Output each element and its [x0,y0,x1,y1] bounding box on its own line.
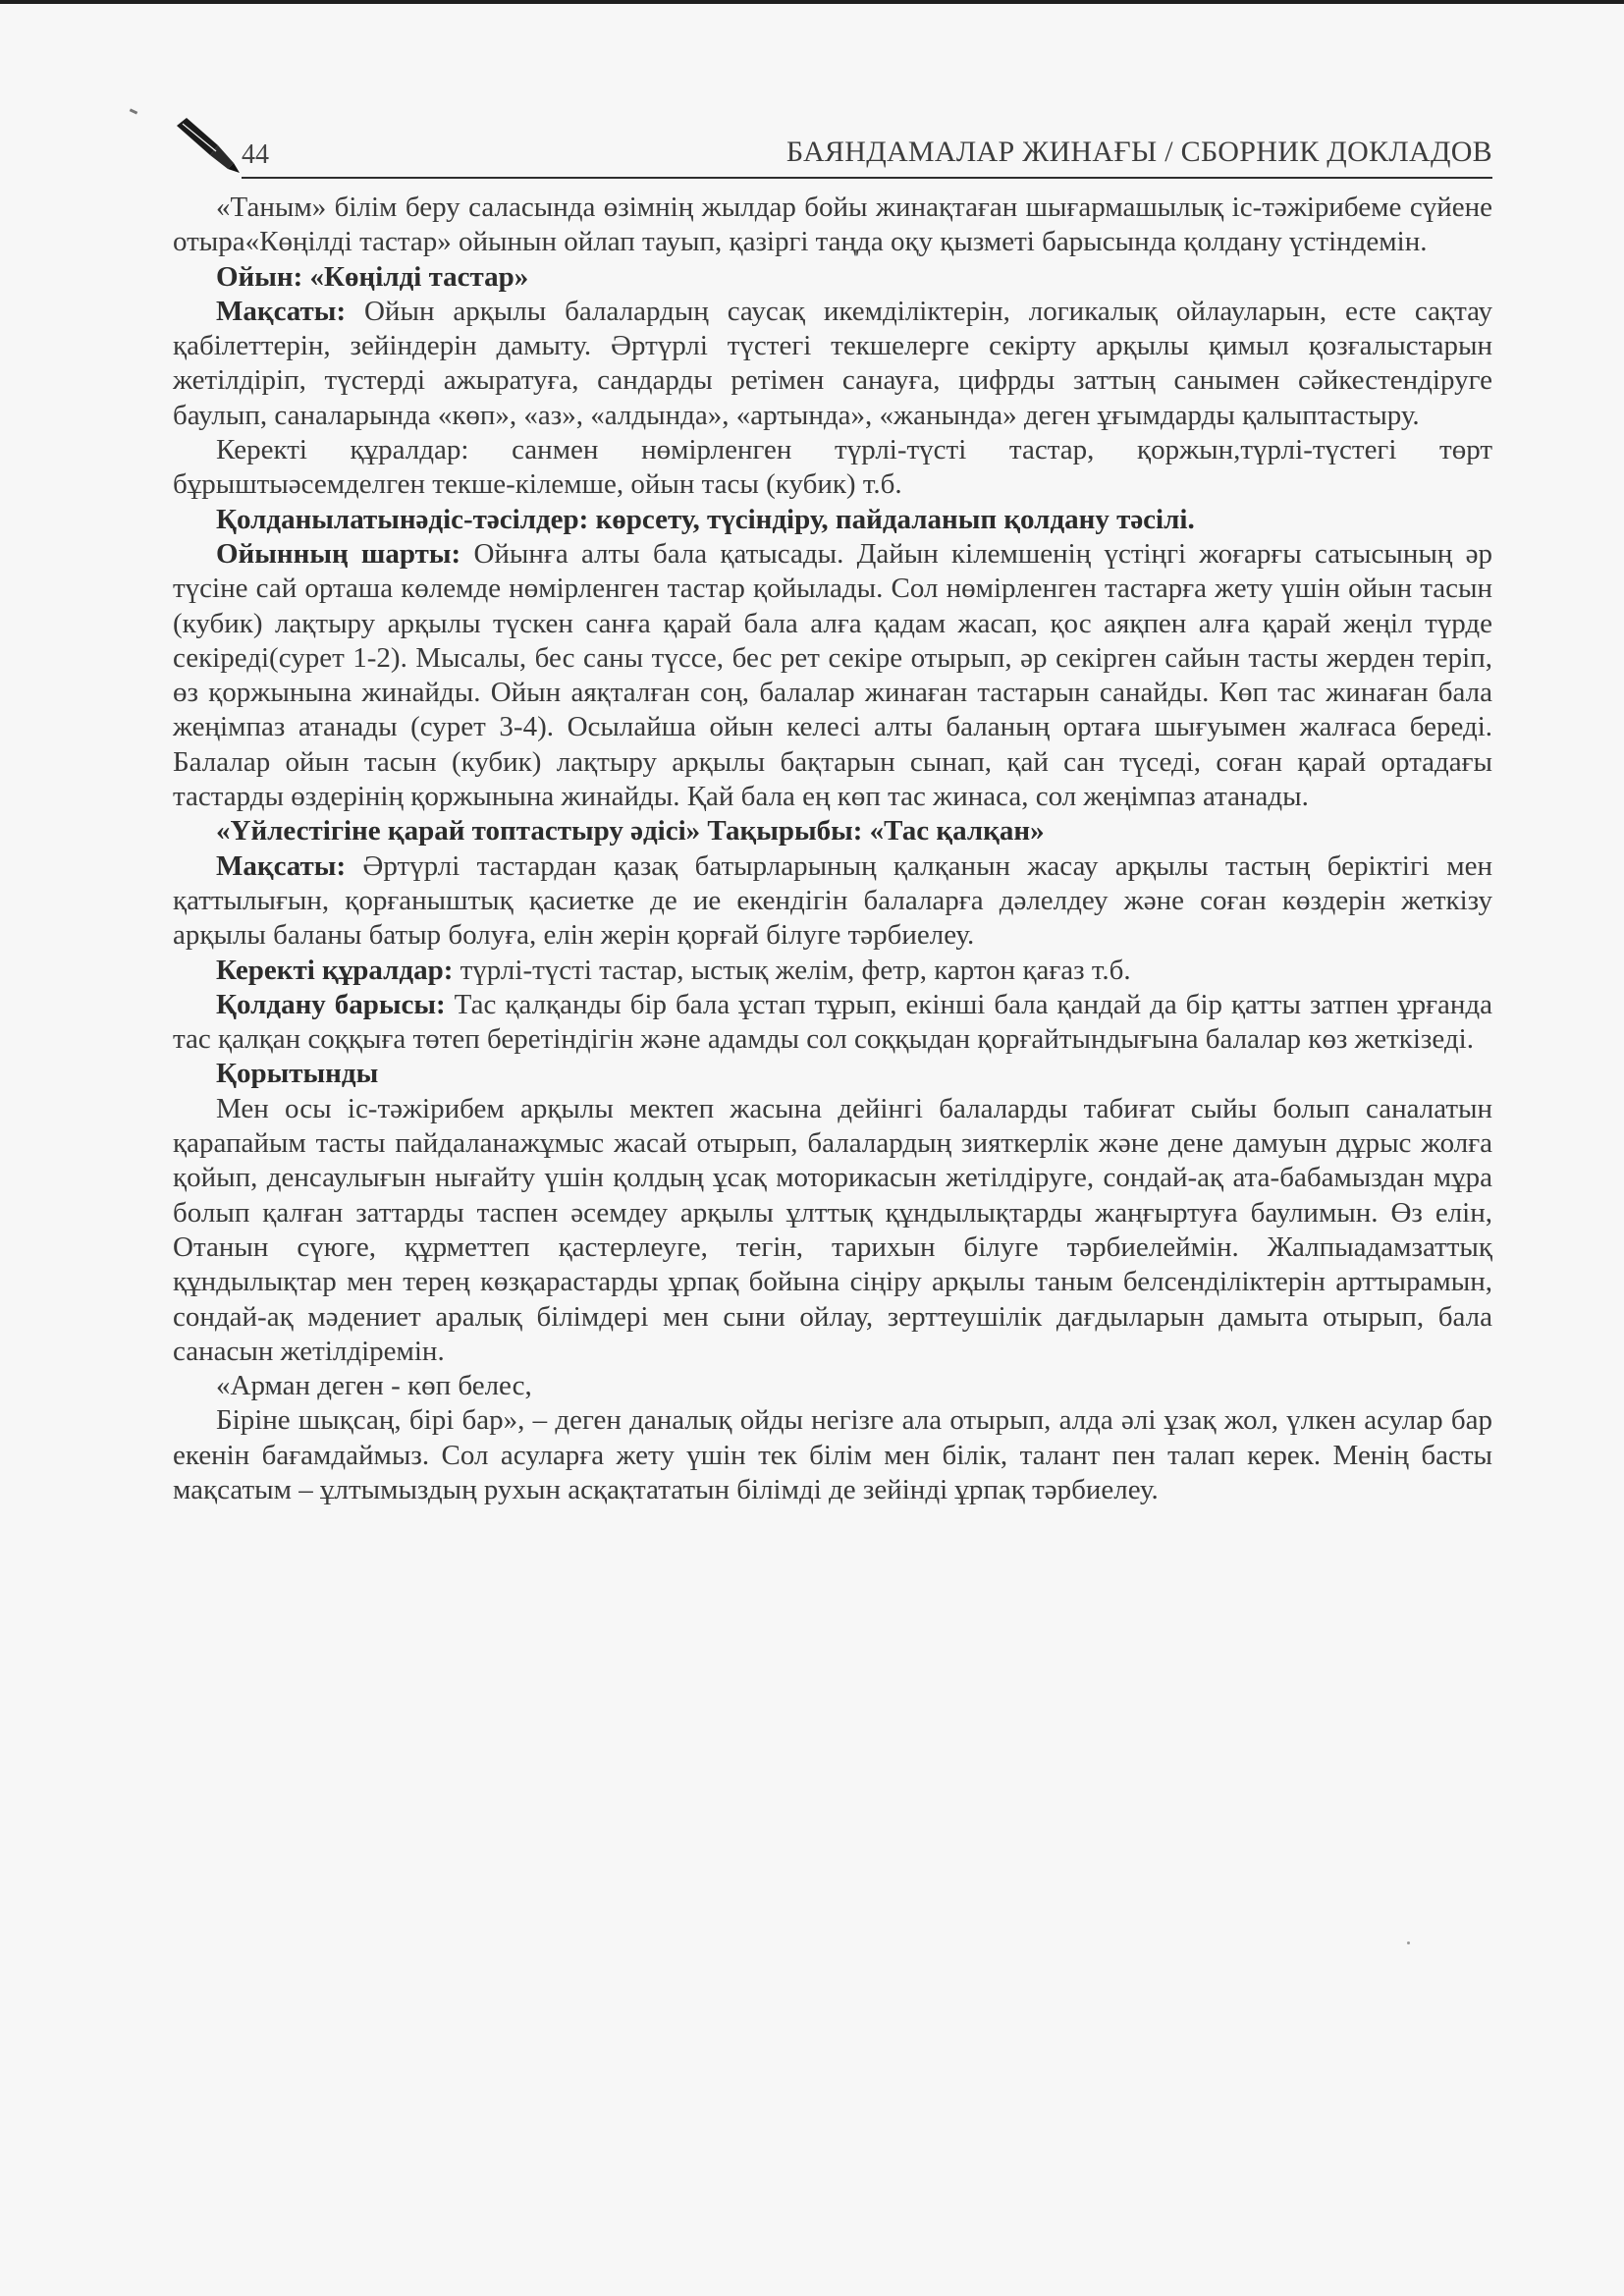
scan-dot [1407,1941,1410,1944]
scan-speck [130,108,138,114]
usage-paragraph [173,988,1492,1058]
tools2-label: Керекті құралдар: [216,954,454,986]
rules-text: Ойынға алты бала қатысады. Дайын кілемшенің үстіңгі жоғарғы сатысының әр түсіне сай орташа көлемде нөмірленген тастар қойылады. Сол нөмірленген тастарға жету үшін ойын тасын (кубик) лақтыру арқылы түскен санға қарай бала алға қадам жасап, қос аяқпен алға қарай жеңіл түрде секіреді(сурет 1-2). Мысалы, бес саны түссе, бес рет секіре отырып, әр секірген сайын тасты жерден теріп, өз қоржынына жинайды. Ойын аяқталған соң, балалар жинаған тастарын санайды. Көп тас жинаған бала жеңімпаз атанады (сурет 3-4). Осылайша ойын келесі алты баланың ортаға шығуымен жалғаса береді. Балалар ойын тасын (кубик) лақтыру арқылы бақтарын сынап, қай сан түседі, соған қарай ортадағы тастарды өздерінің қоржынына жинайды. Қай бала ең көп тас жинаса, сол жеңімпаз атанады. [173,537,1492,813]
tools-paragraph: Керекті құралдар: санмен нөмірленген түрлі-түсті тастар, қоржын,түрлі-түстегі төрт бұрыштыәсемделген текше-кілемше, ойын тасы (кубик) т.б. [173,434,1492,501]
tools2-paragraph [173,954,1492,988]
running-title: БАЯНДАМАЛАР ЖИНАҒЫ / СБОРНИК ДОКЛАДОВ [785,136,1492,168]
quote-paragraph: Біріне шықсаң, бірі бар», – деген даналық ойды негізге ала отырып, алда әлі ұзақ жол, үлкен асулар бар екенін бағамдаймыз. Сол асуларға жету үшін тек білім мен білік, талант пен талап керек. Менің басты мақсатым – ұлтымыздың рухын асқақтататын білімді де зейінді ұрпақ тәрбиелеу. [173,1404,1492,1505]
goal2-label: Мақсаты: [216,849,347,882]
page-number: 44 [242,139,269,170]
game-title-text: Ойын: «Көңілді тастар» [216,260,529,293]
usage-label: Қолдану барысы: [216,988,446,1020]
method2-title-text: «Үйлестігіне қарай топтастыру әдісі» Тақырыбы: «Тас қалқан» [216,815,1045,847]
goal2-text: Әртүрлі тастардан қазақ батырларының қалқанын жасау арқылы тастың беріктігі мен қаттылығын, қорғаныштық қасиетке де ие екендігін балаларға дәлелдеу және соған көздерін жеткізу арқылы баланы батыр болуға, елін жерін қорғай білуге тәрбиелеу. [173,849,1492,952]
conclusion-title-text: Қорытынды [216,1058,379,1090]
page-header [173,116,1492,185]
method2-title [173,814,1492,848]
tools2-text: түрлі-түсті тастар, ыстық желім, фетр, картон қағаз т.б. [453,954,1131,986]
rules-paragraph [173,537,1492,814]
rules-label: Ойынның шарты: [216,537,461,570]
methods-text: Қолданылатынәдіс-тәсілдер: көрсету, түсіндіру, пайдаланып қолдану тәсілі. [216,503,1195,535]
conclusion-paragraph: Мен осы іс-тәжірибем арқылы мектеп жасына дейінгі балаларды табиғат сыйы болып саналатын қарапайым тасты пайдаланажұмыс жасай отырып, балалардың зияткерлік және дене дамуын дұрыс жолға қойып, денсаулығын нығайту үшін қолдың ұсақ моторикасын жетілдіруге, сондай-ақ ата-бабамыздан мұра болып қалған заттарды таспен әсемдеу арқылы ұлттық құндылықтарды жаңғыртуға баулимын. Өз елін, Отанын сүюге, құрметтеп қастерлеуге, тегін, тарихын білуге тәрбиелеймін. Жалпыадамзаттық құндылықтар мен терең көзқарастарды ұрпақ бойына сіңіру арқылы таным белсенділіктерін арттырамын, сондай-ақ мәдениет аралық білімдері мен сыни ойлау, зерттеушілік дағдыларын дамыта отырып, бала санасын жетілдіремін. [173,1092,1492,1367]
conclusion-title [173,1057,1492,1091]
header-rule [242,177,1492,179]
goal-paragraph [173,295,1492,433]
scan-top-edge [0,0,1624,4]
goal-text: Ойын арқылы балалардың саусақ икемділіктерін, логикалық ойлауларын, есте сақтау қабілеттерін, зейіндерін дамыту. Әртүрлі түстегі текшелерге секірту арқылы қимыл қозғалыстарын жетілдіріп, түстерді ажыратуға, сандарды ретімен санауға, цифрды заттың санымен сәйкестендіруге баулып, саналарында «көп», «аз», «алдында», «артында», «жанында» деген ұғымдарды қалыптастыру. [173,295,1492,431]
article-body [173,191,1492,1507]
pen-nib-icon [173,116,242,175]
usage-text: Тас қалқанды бір бала ұстап тұрып, екінші бала қандай да бір қатты затпен ұрғанда тас қалқан соққыға төтеп беретіндігін және адамды сол соққыдан қорғайтындығына балалар көз жеткізеді. [173,988,1492,1056]
goal-label: Мақсаты: [216,295,347,327]
intro-paragraph: «Таным» білім беру саласында өзімнің жылдар бойы жинақтаған шығармашылық іс-тәжірибеме сүйене отыра«Көңілді тастар» ойынын ойлап тауып, қазіргі таңда оқу қызметі барысында қолдану үстіндемін. [173,191,1492,258]
goal2-paragraph [173,849,1492,954]
quote-line-1: «Арман деген - көп белес, [216,1370,532,1402]
methods-paragraph [173,503,1492,537]
game-title [173,260,1492,295]
